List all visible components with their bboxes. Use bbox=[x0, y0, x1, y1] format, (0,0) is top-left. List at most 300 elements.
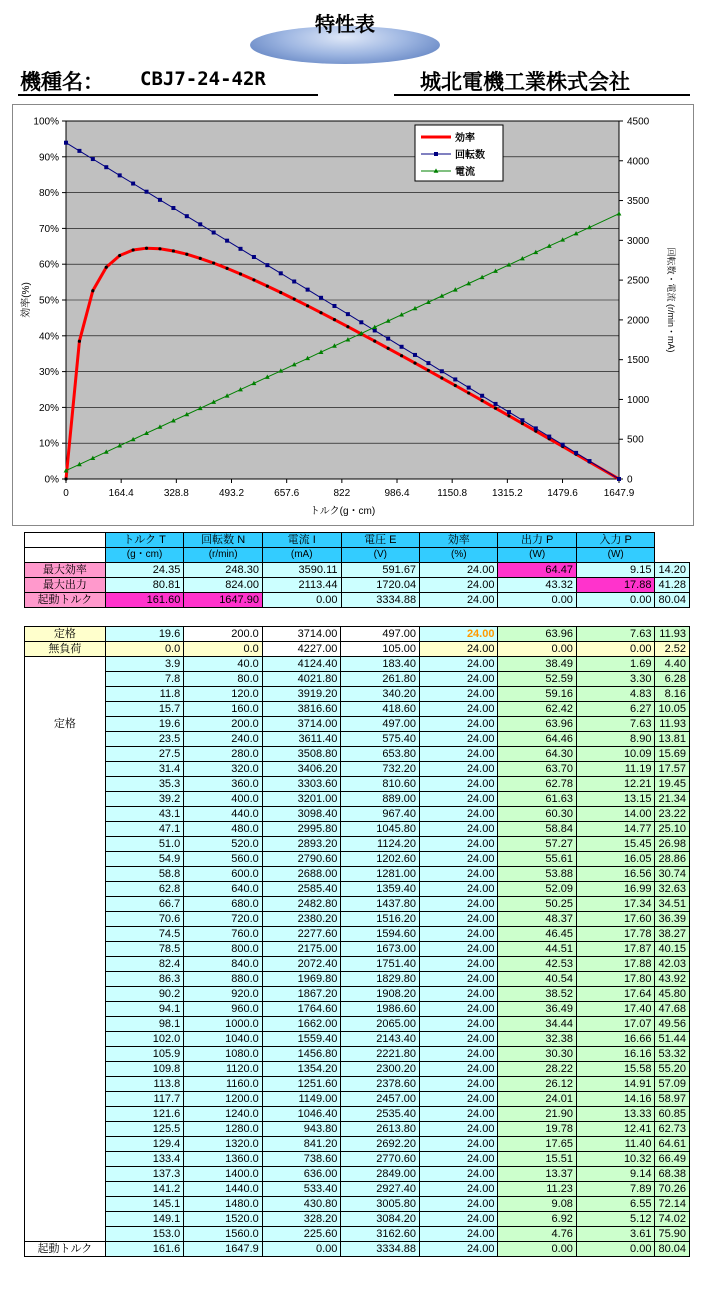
series-2-point bbox=[426, 361, 430, 365]
maker-name: 城北電機工業株式会社 bbox=[420, 70, 630, 94]
table-cell: 15.7 bbox=[105, 702, 183, 717]
model-label: 機種名： bbox=[20, 70, 104, 94]
table-cell: 19.45 bbox=[655, 777, 690, 792]
series-2-point bbox=[588, 459, 592, 463]
table-cell: 24.01 bbox=[498, 1092, 576, 1107]
table-cell: 38.27 bbox=[655, 927, 690, 942]
table-row bbox=[25, 1152, 690, 1167]
summary-cell: 1720.04 bbox=[341, 578, 420, 593]
table-cell: 2688.00 bbox=[262, 867, 341, 882]
table-cell: 12.21 bbox=[576, 777, 655, 792]
y-right-tick-label: 2500 bbox=[627, 275, 650, 287]
table-cell: 2927.40 bbox=[341, 1182, 420, 1197]
table-cell: 760.0 bbox=[184, 927, 263, 942]
page-title: 特性表 bbox=[315, 12, 375, 36]
series-1-point bbox=[440, 376, 443, 379]
rated-cell: 63.96 bbox=[498, 627, 576, 642]
table-cell: 2790.60 bbox=[262, 852, 341, 867]
series-2-point bbox=[319, 296, 323, 300]
table-cell: 17.64 bbox=[576, 987, 655, 1002]
table-cell: 60.30 bbox=[498, 807, 576, 822]
table-cell: 24.00 bbox=[420, 1167, 498, 1182]
table-cell: 738.60 bbox=[262, 1152, 341, 1167]
summary-row-label: 最大効率 bbox=[25, 563, 106, 578]
x-tick-label: 164.4 bbox=[108, 488, 134, 499]
summary-unit-cell: (W) bbox=[498, 548, 576, 563]
series-2-point bbox=[494, 402, 498, 406]
table-cell: 57.27 bbox=[498, 837, 576, 852]
table-cell: 94.1 bbox=[105, 1002, 183, 1017]
table-cell: 80.0 bbox=[184, 672, 263, 687]
table-cell: 75.90 bbox=[655, 1227, 690, 1242]
noload-cell: 0.0 bbox=[105, 642, 183, 657]
table-cell: 15.58 bbox=[576, 1062, 655, 1077]
table-cell: 120.0 bbox=[184, 687, 263, 702]
table-cell: 1124.20 bbox=[341, 837, 420, 852]
table-cell: 36.49 bbox=[498, 1002, 576, 1017]
table-cell: 6.55 bbox=[576, 1197, 655, 1212]
table-cell: 3.61 bbox=[576, 1227, 655, 1242]
series-2-point bbox=[561, 443, 565, 447]
table-cell: 2585.40 bbox=[262, 882, 341, 897]
summary-cell: 0.00 bbox=[498, 593, 576, 608]
table-cell: 32.38 bbox=[498, 1032, 576, 1047]
table-cell: 17.60 bbox=[576, 912, 655, 927]
summary-unit-cell: (V) bbox=[341, 548, 420, 563]
row-label bbox=[25, 777, 106, 792]
summary-cell: 64.47 bbox=[498, 563, 576, 578]
table-cell: 2535.40 bbox=[341, 1107, 420, 1122]
table-cell: 3816.60 bbox=[262, 702, 341, 717]
table-cell: 520.0 bbox=[184, 837, 263, 852]
table-cell: 3.9 bbox=[105, 657, 183, 672]
table-cell: 86.3 bbox=[105, 972, 183, 987]
table-cell: 82.4 bbox=[105, 957, 183, 972]
table-cell: 9.14 bbox=[576, 1167, 655, 1182]
table-cell: 10.09 bbox=[576, 747, 655, 762]
table-cell: 24.00 bbox=[420, 1077, 498, 1092]
row-label bbox=[25, 1122, 106, 1137]
table-cell: 47.1 bbox=[105, 822, 183, 837]
series-1-point bbox=[225, 267, 228, 270]
table-cell: 62.42 bbox=[498, 702, 576, 717]
series-1-point bbox=[467, 391, 470, 394]
row-label bbox=[25, 942, 106, 957]
table-cell: 68.38 bbox=[655, 1167, 690, 1182]
rated-cell: 7.63 bbox=[576, 627, 655, 642]
table-cell: 55.61 bbox=[498, 852, 576, 867]
table-cell: 30.30 bbox=[498, 1047, 576, 1062]
table-row bbox=[25, 837, 690, 852]
table-cell: 2995.80 bbox=[262, 822, 341, 837]
table-cell: 1662.00 bbox=[262, 1017, 341, 1032]
series-1-point bbox=[91, 289, 94, 292]
table-cell: 57.09 bbox=[655, 1077, 690, 1092]
table-cell: 24.00 bbox=[420, 1242, 498, 1257]
table-cell: 16.56 bbox=[576, 867, 655, 882]
table-cell: 1560.0 bbox=[184, 1227, 263, 1242]
table-cell: 3098.40 bbox=[262, 807, 341, 822]
table-cell: 19.6 bbox=[105, 717, 183, 732]
table-cell: 24.00 bbox=[420, 1197, 498, 1212]
table-cell: 17.34 bbox=[576, 897, 655, 912]
summary-unit-cell: (mA) bbox=[262, 548, 341, 563]
series-2-point bbox=[64, 141, 68, 145]
table-cell: 0.00 bbox=[262, 1242, 341, 1257]
series-2-point bbox=[185, 214, 189, 218]
table-cell: 1200.0 bbox=[184, 1092, 263, 1107]
series-1-point bbox=[212, 262, 215, 265]
series-2-point bbox=[104, 165, 108, 169]
table-row bbox=[25, 897, 690, 912]
table-cell: 1764.60 bbox=[262, 1002, 341, 1017]
noload-row-label: 無負荷 bbox=[25, 642, 106, 657]
y-left-tick-label: 60% bbox=[38, 259, 59, 271]
table-row bbox=[25, 1122, 690, 1137]
table-cell: 7.63 bbox=[576, 717, 655, 732]
summary-cell: 80.04 bbox=[655, 593, 690, 608]
table-cell: 3508.80 bbox=[262, 747, 341, 762]
row-label bbox=[25, 822, 106, 837]
summary-unit-cell: (%) bbox=[420, 548, 498, 563]
series-1-point bbox=[333, 318, 336, 321]
table-cell: 70.26 bbox=[655, 1182, 690, 1197]
legend-label: 回転数 bbox=[455, 150, 485, 161]
table-cell: 24.00 bbox=[420, 972, 498, 987]
table-cell: 24.00 bbox=[420, 882, 498, 897]
table-cell: 98.1 bbox=[105, 1017, 183, 1032]
summary-row bbox=[25, 578, 690, 593]
row-label bbox=[25, 927, 106, 942]
table-cell: 2221.80 bbox=[341, 1047, 420, 1062]
table-cell: 24.00 bbox=[420, 687, 498, 702]
table-cell: 600.0 bbox=[184, 867, 263, 882]
summary-cell: 1647.90 bbox=[184, 593, 263, 608]
table-cell: 30.74 bbox=[655, 867, 690, 882]
series-1-point bbox=[199, 257, 202, 260]
table-cell: 24.00 bbox=[420, 837, 498, 852]
series-2-point bbox=[198, 222, 202, 226]
table-cell: 2849.00 bbox=[341, 1167, 420, 1182]
series-1-point bbox=[319, 311, 322, 314]
table-cell: 45.80 bbox=[655, 987, 690, 1002]
table-cell: 24.00 bbox=[420, 1152, 498, 1167]
summary-row-label: 起動トルク bbox=[25, 593, 106, 608]
table-cell: 17.57 bbox=[655, 762, 690, 777]
table-row bbox=[25, 927, 690, 942]
table-cell: 1040.0 bbox=[184, 1032, 263, 1047]
table-cell: 1829.80 bbox=[341, 972, 420, 987]
row-label: 起動トルク bbox=[25, 1242, 106, 1257]
table-cell: 1354.20 bbox=[262, 1062, 341, 1077]
table-cell: 2175.00 bbox=[262, 942, 341, 957]
table-cell: 13.15 bbox=[576, 792, 655, 807]
noload-cell: 24.00 bbox=[420, 642, 498, 657]
table-cell: 1360.0 bbox=[184, 1152, 263, 1167]
x-axis-label: トルク(g・cm) bbox=[309, 506, 376, 517]
table-cell: 24.00 bbox=[420, 807, 498, 822]
table-cell: 24.00 bbox=[420, 1137, 498, 1152]
table-row bbox=[25, 957, 690, 972]
table-row bbox=[25, 972, 690, 987]
table-cell: 3334.88 bbox=[341, 1242, 420, 1257]
summary-unit-cell: (r/min) bbox=[184, 548, 263, 563]
table-cell: 25.10 bbox=[655, 822, 690, 837]
table-cell: 2300.20 bbox=[341, 1062, 420, 1077]
summary-cell: 24.00 bbox=[420, 593, 498, 608]
table-cell: 24.00 bbox=[420, 762, 498, 777]
row-label bbox=[25, 912, 106, 927]
summary-cell: 3590.11 bbox=[262, 563, 341, 578]
rated-row bbox=[25, 627, 690, 642]
table-cell: 31.4 bbox=[105, 762, 183, 777]
table-row bbox=[25, 852, 690, 867]
series-2-point bbox=[400, 345, 404, 349]
table-cell: 14.16 bbox=[576, 1092, 655, 1107]
summary-cell: 17.88 bbox=[576, 578, 655, 593]
table-cell: 15.69 bbox=[655, 747, 690, 762]
legend-label: 効率 bbox=[455, 133, 475, 144]
table-cell: 125.5 bbox=[105, 1122, 183, 1137]
rated-cell: 19.6 bbox=[105, 627, 183, 642]
summary-unit-cell bbox=[25, 548, 106, 563]
table-cell: 80.04 bbox=[655, 1242, 690, 1257]
table-cell: 32.63 bbox=[655, 882, 690, 897]
table-cell: 24.00 bbox=[420, 1227, 498, 1242]
table-cell: 24.00 bbox=[420, 1212, 498, 1227]
table-cell: 17.87 bbox=[576, 942, 655, 957]
table-cell: 11.19 bbox=[576, 762, 655, 777]
table-cell: 16.99 bbox=[576, 882, 655, 897]
table-row bbox=[25, 1032, 690, 1047]
table-cell: 1281.00 bbox=[341, 867, 420, 882]
table-cell: 24.00 bbox=[420, 1047, 498, 1062]
table-cell: 0.00 bbox=[498, 1242, 576, 1257]
y-left-axis-label: 効率(%) bbox=[21, 282, 32, 318]
table-cell: 1440.0 bbox=[184, 1182, 263, 1197]
x-tick-label: 1479.6 bbox=[547, 488, 578, 499]
table-cell: 841.20 bbox=[262, 1137, 341, 1152]
series-2-point bbox=[77, 149, 81, 153]
table-cell: 2770.60 bbox=[341, 1152, 420, 1167]
series-1-point bbox=[279, 291, 282, 294]
model-underline bbox=[18, 94, 318, 96]
table-row bbox=[25, 1182, 690, 1197]
data-table bbox=[24, 626, 690, 1257]
table-cell: 2072.40 bbox=[262, 957, 341, 972]
table-cell: 58.97 bbox=[655, 1092, 690, 1107]
table-cell: 11.23 bbox=[498, 1182, 576, 1197]
table-cell: 46.45 bbox=[498, 927, 576, 942]
series-2-point bbox=[306, 288, 310, 292]
table-cell: 52.59 bbox=[498, 672, 576, 687]
table-cell: 42.03 bbox=[655, 957, 690, 972]
series-2-point bbox=[332, 304, 336, 308]
table-cell: 680.0 bbox=[184, 897, 263, 912]
table-row bbox=[25, 762, 690, 777]
row-label bbox=[25, 702, 106, 717]
table-cell: 42.53 bbox=[498, 957, 576, 972]
row-label bbox=[25, 1167, 106, 1182]
series-2-point bbox=[547, 435, 551, 439]
series-1-point bbox=[306, 304, 309, 307]
table-row bbox=[25, 882, 690, 897]
y-right-tick-label: 2000 bbox=[627, 315, 650, 327]
table-row bbox=[25, 1167, 690, 1182]
table-cell: 17.80 bbox=[576, 972, 655, 987]
x-tick-label: 0 bbox=[63, 488, 69, 499]
table-cell: 1986.60 bbox=[341, 1002, 420, 1017]
row-label bbox=[25, 1197, 106, 1212]
series-1-point bbox=[158, 247, 161, 250]
table-cell: 340.20 bbox=[341, 687, 420, 702]
row-label bbox=[25, 747, 106, 762]
series-1-point bbox=[132, 248, 135, 251]
noload-cell: 0.00 bbox=[576, 642, 655, 657]
table-cell: 3611.40 bbox=[262, 732, 341, 747]
table-cell: 102.0 bbox=[105, 1032, 183, 1047]
table-cell: 70.6 bbox=[105, 912, 183, 927]
table-cell: 24.00 bbox=[420, 927, 498, 942]
table-cell: 21.90 bbox=[498, 1107, 576, 1122]
table-cell: 3714.00 bbox=[262, 717, 341, 732]
row-label bbox=[25, 1047, 106, 1062]
y-right-tick-label: 1500 bbox=[627, 355, 650, 367]
table-cell: 533.40 bbox=[262, 1182, 341, 1197]
series-2-point bbox=[480, 394, 484, 398]
summary-unit-cell: (g・cm) bbox=[105, 548, 184, 563]
table-cell: 261.80 bbox=[341, 672, 420, 687]
table-row bbox=[25, 1002, 690, 1017]
row-label bbox=[25, 1092, 106, 1107]
row-label bbox=[25, 957, 106, 972]
x-tick-label: 657.6 bbox=[274, 488, 300, 499]
legend-marker bbox=[434, 152, 438, 156]
table-cell: 1046.40 bbox=[262, 1107, 341, 1122]
table-cell: 720.0 bbox=[184, 912, 263, 927]
row-label bbox=[25, 657, 106, 672]
table-cell: 59.16 bbox=[498, 687, 576, 702]
summary-cell: 14.20 bbox=[655, 563, 690, 578]
x-tick-label: 493.2 bbox=[218, 488, 245, 499]
table-cell: 3005.80 bbox=[341, 1197, 420, 1212]
table-cell: 575.40 bbox=[341, 732, 420, 747]
table-cell: 63.70 bbox=[498, 762, 576, 777]
table-row bbox=[25, 702, 690, 717]
table-cell: 440.0 bbox=[184, 807, 263, 822]
table-cell: 153.0 bbox=[105, 1227, 183, 1242]
table-cell: 1908.20 bbox=[341, 987, 420, 1002]
summary-cell: 80.81 bbox=[105, 578, 184, 593]
table-cell: 38.49 bbox=[498, 657, 576, 672]
table-cell: 1969.80 bbox=[262, 972, 341, 987]
table-cell: 24.00 bbox=[420, 1032, 498, 1047]
table-cell: 960.0 bbox=[184, 1002, 263, 1017]
table-cell: 17.88 bbox=[576, 957, 655, 972]
series-2-point bbox=[171, 206, 175, 210]
table-cell: 800.0 bbox=[184, 942, 263, 957]
summary-cell: 24.00 bbox=[420, 563, 498, 578]
table-cell: 72.14 bbox=[655, 1197, 690, 1212]
row-label bbox=[25, 807, 106, 822]
table-cell: 62.73 bbox=[655, 1122, 690, 1137]
table-cell: 920.0 bbox=[184, 987, 263, 1002]
row-label bbox=[25, 1137, 106, 1152]
table-cell: 43.1 bbox=[105, 807, 183, 822]
table-cell: 0.00 bbox=[576, 1242, 655, 1257]
series-1-point bbox=[454, 384, 457, 387]
table-cell: 17.78 bbox=[576, 927, 655, 942]
table-cell: 1240.0 bbox=[184, 1107, 263, 1122]
table-cell: 78.5 bbox=[105, 942, 183, 957]
table-cell: 62.8 bbox=[105, 882, 183, 897]
series-1-point bbox=[413, 361, 416, 364]
series-1-point bbox=[387, 347, 390, 350]
table-cell: 17.07 bbox=[576, 1017, 655, 1032]
table-cell: 24.00 bbox=[420, 867, 498, 882]
table-cell: 2893.20 bbox=[262, 837, 341, 852]
series-2-point bbox=[131, 182, 135, 186]
table-row bbox=[25, 792, 690, 807]
summary-header-cell: 電流 I bbox=[262, 533, 341, 548]
y-right-tick-label: 4500 bbox=[627, 116, 650, 128]
series-2-point bbox=[534, 426, 538, 430]
table-row bbox=[25, 807, 690, 822]
table-cell: 2277.60 bbox=[262, 927, 341, 942]
series-2-point bbox=[507, 410, 511, 414]
table-row bbox=[25, 1062, 690, 1077]
table-cell: 732.20 bbox=[341, 762, 420, 777]
table-cell: 10.32 bbox=[576, 1152, 655, 1167]
table-cell: 320.0 bbox=[184, 762, 263, 777]
table-cell: 7.89 bbox=[576, 1182, 655, 1197]
model-row bbox=[0, 64, 706, 98]
series-2-point bbox=[467, 386, 471, 390]
table-cell: 1160.0 bbox=[184, 1077, 263, 1092]
table-cell: 3406.20 bbox=[262, 762, 341, 777]
table-cell: 9.08 bbox=[498, 1197, 576, 1212]
table-cell: 8.16 bbox=[655, 687, 690, 702]
table-cell: 1149.00 bbox=[262, 1092, 341, 1107]
series-2-point bbox=[413, 353, 417, 357]
x-tick-label: 328.8 bbox=[163, 488, 189, 499]
table-cell: 418.60 bbox=[341, 702, 420, 717]
row-label bbox=[25, 852, 106, 867]
table-cell: 53.88 bbox=[498, 867, 576, 882]
summary-header-cell: トルク T bbox=[105, 533, 184, 548]
table-cell: 497.00 bbox=[341, 717, 420, 732]
table-cell: 35.3 bbox=[105, 777, 183, 792]
summary-cell: 3334.88 bbox=[341, 593, 420, 608]
summary-cell: 24.00 bbox=[420, 578, 498, 593]
table-cell: 3084.20 bbox=[341, 1212, 420, 1227]
summary-cell: 161.60 bbox=[105, 593, 184, 608]
table-cell: 1251.60 bbox=[262, 1077, 341, 1092]
series-2-point bbox=[118, 173, 122, 177]
table-cell: 1320.0 bbox=[184, 1137, 263, 1152]
series-2-point bbox=[617, 477, 621, 481]
table-cell: 2065.00 bbox=[341, 1017, 420, 1032]
table-row bbox=[25, 867, 690, 882]
summary-row-label: 最大出力 bbox=[25, 578, 106, 593]
characteristic-chart bbox=[13, 105, 693, 525]
table-cell: 1647.9 bbox=[184, 1242, 263, 1257]
series-2-point bbox=[440, 369, 444, 373]
table-cell: 24.00 bbox=[420, 1062, 498, 1077]
table-cell: 44.51 bbox=[498, 942, 576, 957]
table-row bbox=[25, 687, 690, 702]
row-label bbox=[25, 1212, 106, 1227]
